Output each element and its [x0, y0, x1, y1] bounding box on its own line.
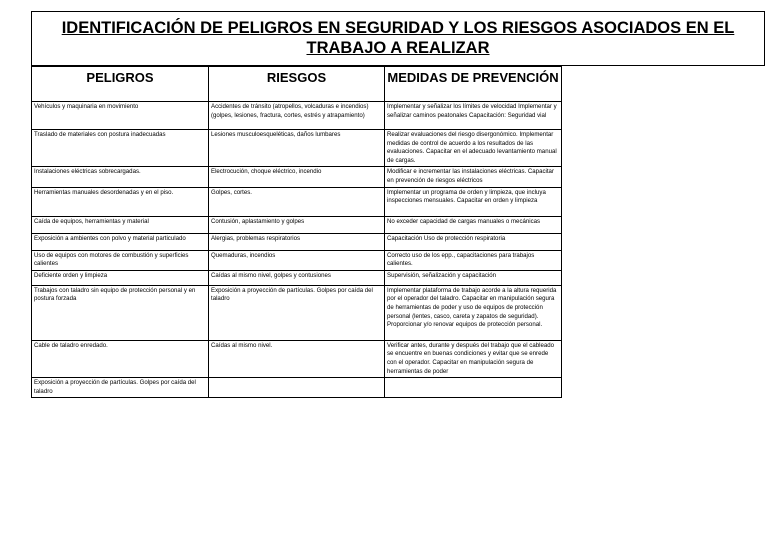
- medida-cell: Verificar antes, durante y después del trabajo que el cableado se encuentre en buenas condiciones y evitar que se enrede con el operador. Capacitar en manipulación segura de herramientas de poder: [385, 340, 562, 377]
- peligro-cell: Caída de equipos, herramientas y material: [32, 216, 209, 233]
- riesgo-cell: Lesiones musculoesqueléticas, daños lumbares: [209, 130, 385, 167]
- riesgo-cell: Caídas al mismo nivel.: [209, 340, 385, 377]
- medida-cell: Correcto uso de los epp., capacitaciones para trabajos calientes.: [385, 250, 562, 270]
- table-row: [32, 167, 562, 187]
- medida-cell: Realizar evaluaciones del riesgo disergonómico. Implementar medidas de control de acuerdo a los resultados de las evaluaciones. Capacitar en el adecuado levantamiento manual de cargas.: [385, 130, 562, 167]
- table-row: [32, 285, 562, 340]
- peligro-cell: Vehículos y maquinaria en movimiento: [32, 102, 209, 130]
- title-box: [31, 11, 765, 66]
- riesgo-cell: Quemaduras, incendios: [209, 250, 385, 270]
- medida-cell: Capacitación Uso de protección respiratoria: [385, 233, 562, 250]
- header-peligros: PELIGROS: [32, 67, 209, 102]
- peligro-cell: Trabajos con taladro sin equipo de protección personal y en postura forzada: [32, 285, 209, 340]
- peligro-cell: Exposición a ambientes con polvo y material particulado: [32, 233, 209, 250]
- medida-cell: [385, 378, 562, 398]
- table-row: [32, 187, 562, 216]
- medida-cell: Implementar un programa de orden y limpieza, que incluya inspecciones mensuales. Capacitar en orden y limpieza: [385, 187, 562, 216]
- riesgo-cell: Accidentes de tránsito (atropellos, volcaduras e incendios) (golpes, lesiones, fractura, cortes, estrés y atrapamiento): [209, 102, 385, 130]
- header-row: [32, 67, 562, 102]
- peligro-cell: Herramientas manuales desordenadas y en el piso.: [32, 187, 209, 216]
- riesgo-cell: Golpes, cortes.: [209, 187, 385, 216]
- peligro-cell: Uso de equipos con motores de combustión y superficies calientes: [32, 250, 209, 270]
- medida-cell: Supervisión, señalización y capacitación: [385, 270, 562, 285]
- peligro-cell: Instalaciones eléctricas sobrecargadas.: [32, 167, 209, 187]
- header-riesgos: RIESGOS: [209, 67, 385, 102]
- riesgo-cell: Contusión, aplastamiento y golpes: [209, 216, 385, 233]
- medida-cell: Implementar plataforma de trabajo acorde a la altura requerida por el operador del taladro. Capacitar en manipulación segura de herramientas de poder y uso de equipos de protección personal (lentes, casco, careta y zapatos de seguridad). Proporcionar y/o renovar equipos de protección personal.: [385, 285, 562, 340]
- table-row: [32, 102, 562, 130]
- table-row: [32, 340, 562, 377]
- riesgo-cell: Alergias, problemas respiratorios: [209, 233, 385, 250]
- table-row: [32, 216, 562, 233]
- medida-cell: Implementar y señalizar los límites de velocidad Implementar y señalizar caminos peatonales Capacitación: Seguridad vial: [385, 102, 562, 130]
- peligro-cell: Cable de taladro enredado.: [32, 340, 209, 377]
- table-row: [32, 250, 562, 270]
- peligro-cell: Exposición a proyección de partículas. Golpes por caída del taladro: [32, 378, 209, 398]
- peligro-cell: Traslado de materiales con postura inadecuadas: [32, 130, 209, 167]
- table-row: [32, 130, 562, 167]
- table-row: [32, 233, 562, 250]
- medida-cell: Modificar e incrementar las instalaciones eléctricas. Capacitar en prevención de riesgos eléctricos: [385, 167, 562, 187]
- riesgo-cell: Electrocución, choque eléctrico, incendio: [209, 167, 385, 187]
- peligro-cell: Deficiente orden y limpieza: [32, 270, 209, 285]
- riesgo-cell: [209, 378, 385, 398]
- medida-cell: No exceder capacidad de cargas manuales o mecánicas: [385, 216, 562, 233]
- hazard-table: [31, 66, 562, 398]
- header-medidas: MEDIDAS DE PREVENCIÓN: [385, 67, 562, 102]
- table-row: [32, 270, 562, 285]
- riesgo-cell: Exposición a proyección de partículas. Golpes por caída del taladro: [209, 285, 385, 340]
- riesgo-cell: Caídas al mismo nivel, golpes y contusiones: [209, 270, 385, 285]
- table-row: [32, 378, 562, 398]
- document-title: IDENTIFICACIÓN DE PELIGROS EN SEGURIDAD Y LOS RIESGOS ASOCIADOS EN EL TRABAJO A REALIZAR: [61, 19, 735, 57]
